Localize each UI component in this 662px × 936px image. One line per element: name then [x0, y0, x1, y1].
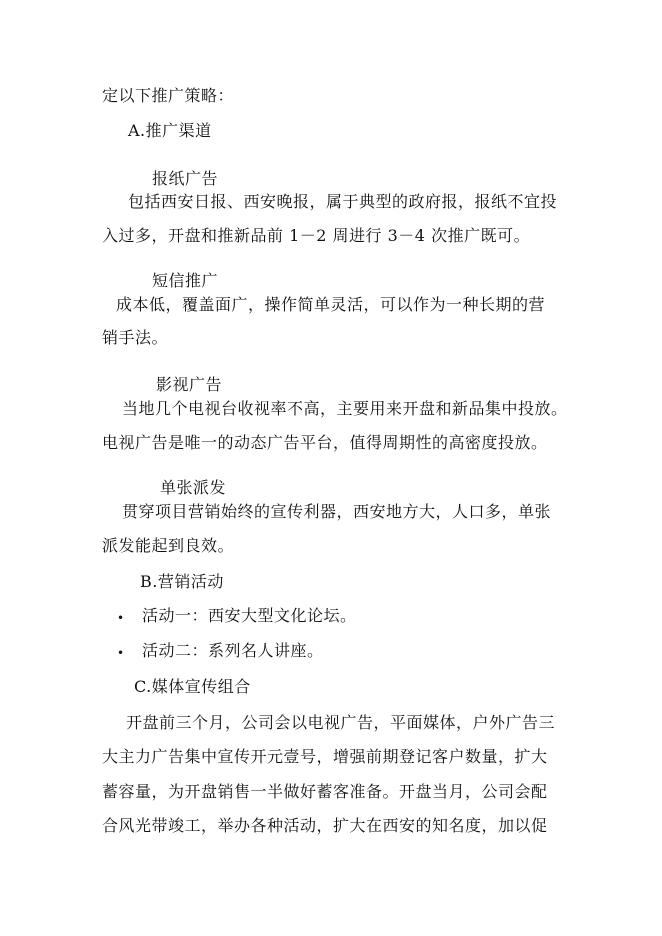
bullet-icon: •	[117, 646, 125, 660]
bullet-icon: •	[117, 611, 125, 625]
media-mix-line-2: 大主力广告集中宣传开元壹号，增强前期登记客户数量，扩大	[102, 747, 548, 766]
tv-ad-title: 影视广告	[156, 375, 223, 394]
tv-ad-line-1: 当地几个电视台收视率不高，主要用来开盘和新品集中投放。	[122, 399, 568, 418]
media-mix-line-1: 开盘前三个月，公司会以电视广告，平面媒体，户外广告三	[126, 713, 556, 732]
flyer-distribution-title: 单张派发	[160, 478, 227, 497]
activity-item-2: 活动二：系列名人讲座。	[142, 641, 324, 660]
newspaper-ad-title: 报纸广告	[152, 169, 219, 188]
section-a-heading: A.推广渠道	[128, 121, 212, 140]
sms-promotion-title: 短信推广	[152, 271, 219, 290]
section-b-heading: B.营销活动	[140, 572, 224, 591]
tv-ad-line-2: 电视广告是唯一的动态广告平台，值得周期性的高密度投放。	[102, 433, 548, 452]
media-mix-line-4: 合风光带竣工，举办各种活动，扩大在西安的知名度，加以促	[102, 816, 548, 835]
flyer-distribution-line-1: 贯穿项目营销始终的宣传利器，西安地方大，人口多，单张	[122, 502, 552, 521]
flyer-distribution-line-2: 派发能起到良效。	[102, 536, 235, 555]
newspaper-ad-line-2: 入过多，开盘和推新品前 1－2 周进行 3－4 次推广既可。	[102, 226, 531, 245]
sms-promotion-line-1: 成本低，覆盖面广，操作简单灵活，可以作为一种长期的营	[116, 295, 546, 314]
media-mix-line-3: 蓄容量，为开盘销售一半做好蓄客准备。开盘当月，公司会配	[102, 782, 548, 801]
section-c-heading: C.媒体宣传组合	[134, 677, 251, 696]
activity-item-1: 活动一：西安大型文化论坛。	[142, 606, 357, 625]
sms-promotion-line-2: 销手法。	[102, 328, 169, 347]
intro-text: 定以下推广策略：	[102, 86, 235, 105]
newspaper-ad-line-1: 包括西安日报、西安晚报，属于典型的政府报，报纸不宜投	[128, 192, 558, 211]
